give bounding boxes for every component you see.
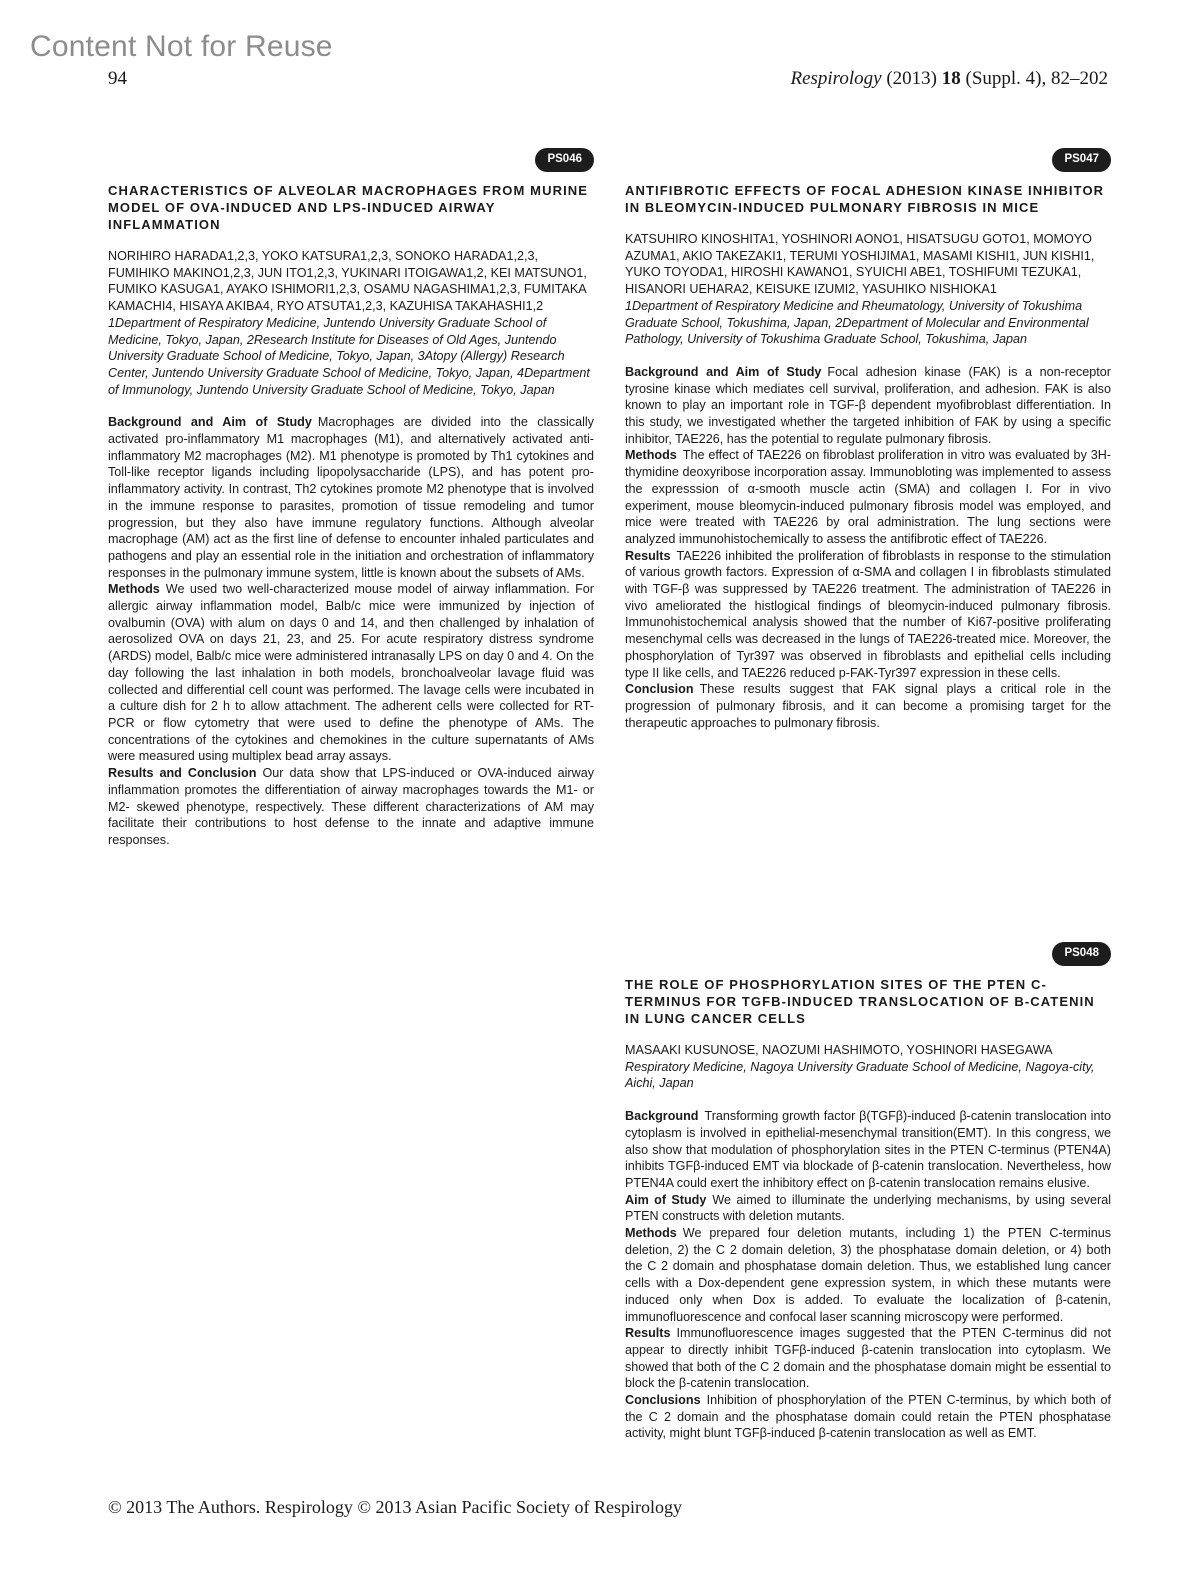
section-text: These results suggest that FAK signal plays a critical role in the progression of pulmonary fibrosis, and it can become a promising target for the therapeutic approaches to pulmonary fibrosis. — [625, 682, 1111, 730]
section-heading: Methods — [108, 582, 160, 597]
abstract-ps048 — [625, 942, 1111, 1442]
abstract-section — [625, 1225, 1111, 1325]
abstract-code-badge: PS048 — [1052, 942, 1111, 966]
abstract-title: CHARACTERISTICS OF ALVEOLAR MACROPHAGES FROM MURINE MODEL OF OVA-INDUCED AND LPS-INDUCED AIRWAY INFLAMMATION — [108, 183, 589, 232]
abstract-code-badge: PS046 — [535, 148, 594, 172]
journal-name: Respirology — [790, 68, 882, 89]
abstract-authors: KATSUHIRO KINOSHITA1, YOSHINORI AONO1, HISATSUGU GOTO1, MOMOYO AZUMA1, AKIO TAKEZAKI1, TERUMI YOSHIJIMA1, MASAMI KISHI1, JUN KISHI1, YUKO TOYODA1, HIROSHI KAWANO1, SYUICHI ABE1, TOSHIFUMI TEZUKA1, HISANORI UEHARA2, KEISUKE IZUMI2, YASUHIKO NISHIOKA1 — [625, 232, 1095, 297]
abstract-affiliation: Respiratory Medicine, Nagoya University Graduate School of Medicine, Nagoya-city, Aichi, Japan — [625, 1059, 1095, 1091]
section-text: Focal adhesion kinase (FAK) is a non-receptor tyrosine kinase which mediates cell survival, proliferation, and adhesion. FAK is also known to play an important role in TGF-β dependent myofibroblast differentiation. In this study, we investigated whether the targeted inhibition of FAK by using a specific inhibitor, TAE226, has the potential to regulate pulmonary fibrosis. — [625, 364, 1111, 446]
abstract-section — [108, 414, 594, 581]
section-heading: Conclusion — [625, 682, 694, 697]
abstract-authors: NORIHIRO HARADA1,2,3, YOKO KATSURA1,2,3, SONOKO HARADA1,2,3, FUMIHIKO MAKINO1,2,3, JUN ITO1,2,3, YUKINARI ITOIGAWA1,2, KEI MATSUNO1, FUMIKO KASUGA1, AYAKO ISHIMORI1,2,3, OSAMU NAGASHIMA1,2,3, FUMITAKA KAMACHI4, HISAYA AKIBA4, RYO ATSUTA1,2,3, KAZUHISA TAKAHASHI1,2 — [108, 249, 587, 314]
journal-citation — [790, 68, 1108, 90]
abstract-section — [625, 548, 1111, 682]
copyright-footer: © 2013 The Authors. Respirology © 2013 Asian Pacific Society of Respirology — [108, 1497, 682, 1517]
abstract-section — [625, 364, 1111, 448]
abstract-section — [625, 447, 1111, 547]
section-text: Macrophages are divided into the classically activated pro-inflammatory M1 macrophages (M1), and alternatively activated anti-inflammatory M2 macrophages (M2). M1 phenotype is promoted by Th1 cytokines and Toll-like receptor ligands including lipopolysaccharide (LPS), and has potent pro-inflammatory activity. In contrast, Th2 cytokines promote M2 phenotype that is involved in the immune response to parasites, promotion of tissue remodeling and tumor progression, but they also have immune regulatory functions. Although alveolar macrophage (AM) act as the first line of defense to encounter inhaled particulates and pathogens and play an essential role in the initiation and orchestration of inflammatory responses in the pulmonary immune system, little is known about the subsets of AMs. — [108, 415, 594, 580]
section-text: Inhibition of phosphorylation of the PTEN C-terminus, by which both of the C 2 domain and the phosphatase domain could retain the PTEN phosphatase activity, might blunt TGFβ-induced β-catenin translocation as well as EMT. — [625, 1393, 1111, 1441]
journal-issue: (Suppl. 4), 82–202 — [965, 68, 1108, 89]
abstract-section — [625, 1108, 1111, 1192]
journal-year: (2013) — [886, 68, 937, 89]
abstract-section — [625, 681, 1111, 731]
section-text: TAE226 inhibited the proliferation of fibroblasts in response to the stimulation of various growth factors. Expression of α-SMA and collagen I in fibroblasts stimulated with TGF-β was suppressed by TAE226 treatment. The administration of TAE226 in vivo ameliorated the histlogical findings of bleomycin-induced pulmonary fibrosis. Immunohistochemical analysis showed that the number of Ki67-positive proliferating mesenchymal cells was decreased in the lungs of TAE226-treated mice. Moreover, the phosphorylation of Tyr397 was observed in fibroblasts and epithelial cells including type II like cells, and TAE226 reduced p-FAK-Tyr397 expression in these cells. — [625, 548, 1111, 680]
section-heading: Results — [625, 548, 671, 563]
section-text: Our data show that LPS-induced or OVA-induced airway inflammation promotes the differentiation of airway macrophages towards the M1- or M2- skewed phenotype, respectively. These different characterizations of AM may facilitate their contributions to host defense to the innate and adaptive immune responses. — [108, 766, 595, 847]
abstract-section — [625, 1325, 1111, 1392]
section-heading: Background and Aim of Study — [625, 364, 822, 379]
section-heading: Background and Aim of Study — [108, 415, 312, 430]
section-heading: Conclusions — [625, 1393, 701, 1408]
abstract-code-badge: PS047 — [1052, 148, 1111, 172]
section-heading: Results and Conclusion — [108, 766, 257, 781]
abstract-section — [108, 581, 594, 765]
section-text: Transforming growth factor β(TGFβ)-induced β-catenin translocation into cytoplasm is involved in epithelial-mesenchymal transition(EMT). In this congress, we also show that modulation of phosphorylation sites in the PTEN C-terminus (PTEN4A) inhibits TGFβ-induced EMT via blockade of β-catenin translocation. Nevertheless, how PTEN4A could exert the inhibitory effect on β-catenin translocation remains elusive. — [625, 1109, 1111, 1190]
right-column — [625, 148, 1111, 731]
section-text: The effect of TAE226 on fibroblast proliferation in vitro was evaluated by 3H-thymidine deoxyribose incorporation assay. Immunobloting was implemented to assess the expresssion of α-smooth muscle actin (SMA) and collagen I. For in vivo experiment, mouse bleomycin-induced pulmonary fibrosis model was employed, and mice were treated with TAE226 by oral administration. The lung sections were analyzed immunohistochemically to assess the antifibrotic effect of TAE226. — [625, 448, 1111, 546]
abstract-section — [625, 1192, 1111, 1225]
watermark: Content Not for Reuse — [30, 30, 333, 63]
abstract-ps047 — [625, 148, 1111, 731]
page-number: 94 — [108, 68, 127, 89]
abstract-title: THE ROLE OF PHOSPHORYLATION SITES OF THE PTEN C-TERMINUS FOR TGFΒ-INDUCED TRANSLOCATION OF Β-CATENIN IN LUNG CANCER CELLS — [625, 977, 1095, 1026]
abstract-title: ANTIFIBROTIC EFFECTS OF FOCAL ADHESION KINASE INHIBITOR IN BLEOMYCIN-INDUCED PULMONARY FIBROSIS IN MICE — [625, 183, 1105, 215]
section-text: Immunofluorescence images suggested that the PTEN C-terminus did not appear to directly inhibit TGFβ-induced β-catenin translocation into cytoplasm. We showed that both of the C 2 domain and the phosphatase domain might be essential to block the β-catenin translocation. — [625, 1326, 1111, 1391]
section-heading: Methods — [625, 448, 677, 463]
abstract-affiliation: 1Department of Respiratory Medicine, Juntendo University Graduate School of Medicine, Tokyo, Japan, 2Research Institute for Diseases of Old Ages, Juntendo University Graduate School of Medicine, Tokyo, Japan, 3Atopy (Allergy) Research Center, Juntendo University Graduate School of Medicine, Tokyo, Japan, 4Department of Immunology, Juntendo University Graduate School of Medicine, Tokyo, Japan — [108, 315, 590, 397]
abstract-ps046 — [108, 148, 594, 849]
section-heading: Methods — [625, 1226, 677, 1241]
abstract-section — [625, 1392, 1111, 1442]
abstract-affiliation: 1Department of Respiratory Medicine and Rheumatology, University of Tokushima Graduate School, Tokushima, Japan, 2Department of Molecular and Environmental Pathology, University of Tokushima Graduate School, Tokushima, Japan — [625, 298, 1089, 347]
section-heading: Aim of Study — [625, 1192, 707, 1207]
section-text: We aimed to illuminate the underlying mechanisms, by using several PTEN constructs with deletion mutants. — [625, 1192, 1111, 1224]
journal-volume: 18 — [941, 68, 961, 89]
abstract-authors: MASAAKI KUSUNOSE, NAOZUMI HASHIMOTO, YOSHINORI HASEGAWA — [625, 1043, 1053, 1057]
section-text: We prepared four deletion mutants, including 1) the PTEN C-terminus deletion, 2) the C 2 domain deletion, 3) the phosphatase domain deletion, or 4) both the C 2 domain and phosphatase domain deletion. Thus, we established lung cancer cells with a Dox-dependent gene expression system, in which these mutants were induced only when Dox is added. To evaluate the localization of β-catenin, immunofluorescence and confocal laser scanning microscopy were performed. — [625, 1226, 1111, 1324]
left-column — [108, 148, 594, 849]
section-text: We used two well-characterized mouse model of airway inflammation. For allergic airway inflammation model, Balb/c mice were immunized by injection of ovalbumin (OVA) with alum on days 0 and 14, and then challenged by inhalation of aerosolized OVA on days 21, 23, and 25. For acute respiratory distress syndrome (ARDS) model, Balb/c mice were administered intranasally LPS on day 0 and 4. On the day following the last inhalation in both models, bronchoalveolar lavage fluid was collected and differential cell count was performed. The lavage cells were incubated in a culture dish for 2 h to allow attachment. The adherent cells were collected for RT-PCR or flow cytometry that were used to define the phenotype of AMs. The concentrations of the cytokines and chemokines in the culture supernatants of AMs were measured using multiplex bead array assays. — [108, 582, 594, 764]
section-heading: Background — [625, 1109, 699, 1124]
section-heading: Results — [625, 1326, 671, 1341]
abstract-section — [108, 765, 594, 849]
